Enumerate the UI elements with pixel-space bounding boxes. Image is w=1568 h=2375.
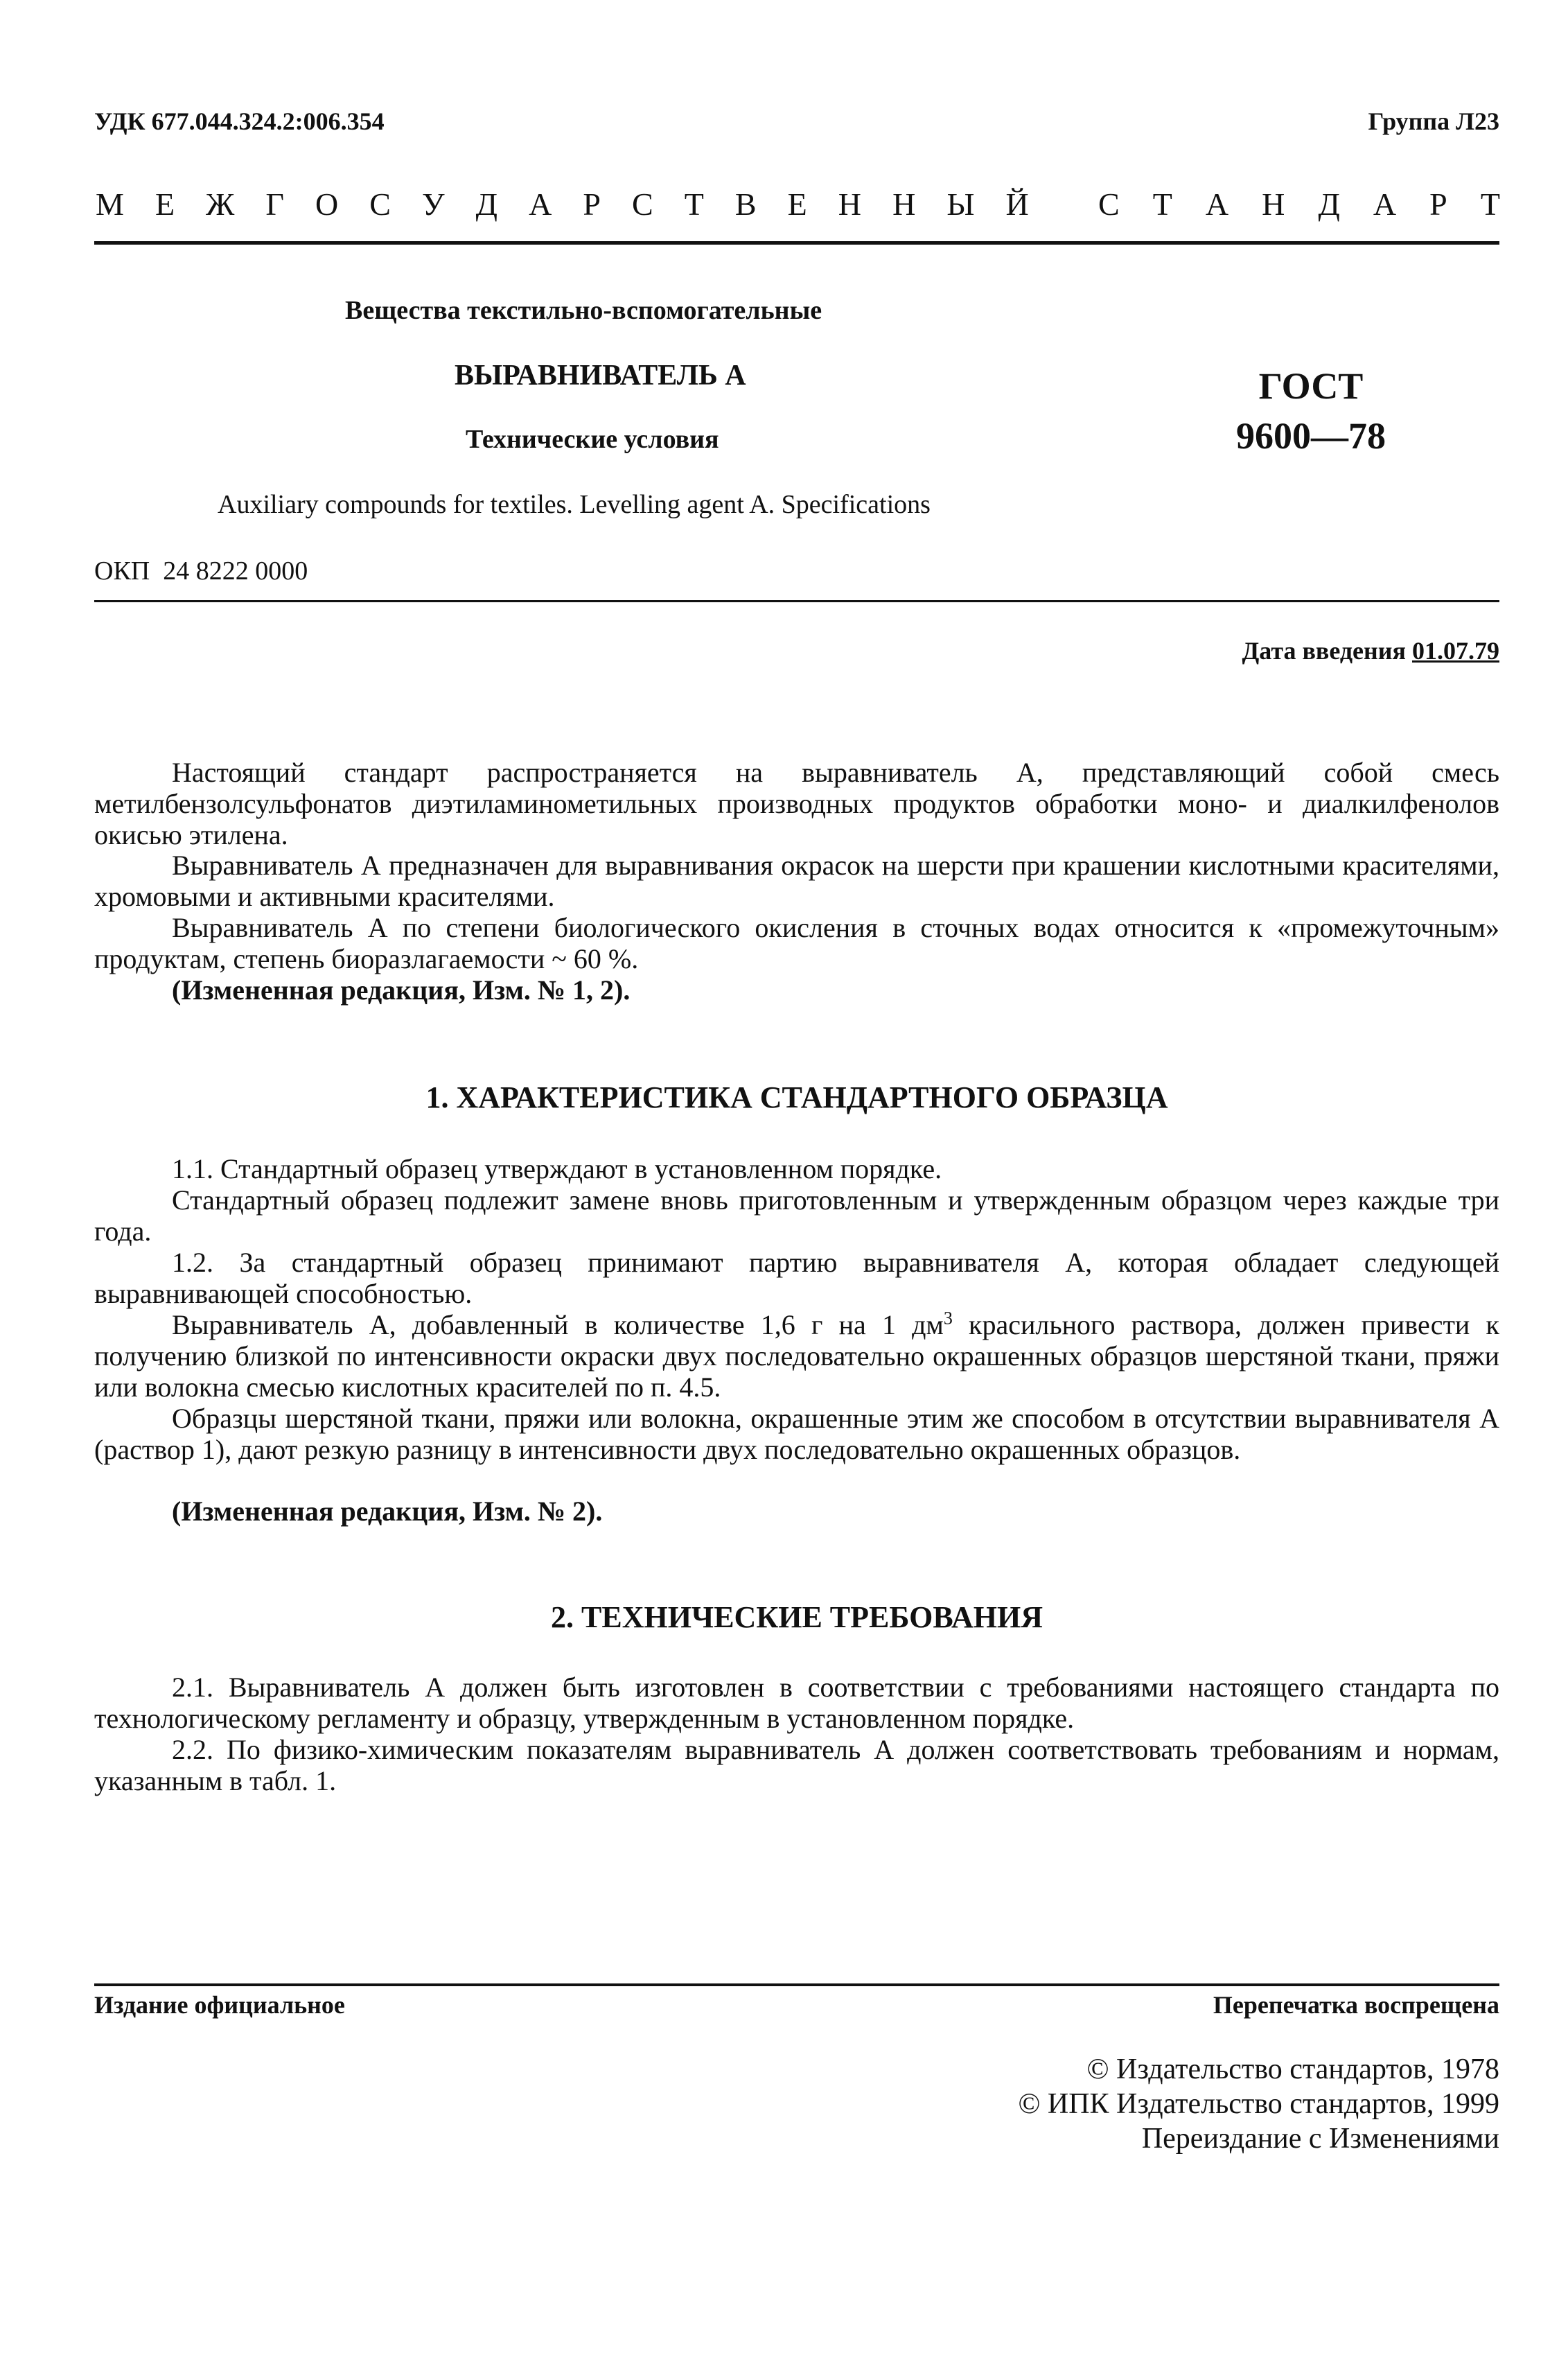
- footer-rule: [94, 1983, 1499, 1986]
- section-1-paragraph-1: 1.1. Стандартный образец утверждают в установленном порядке.: [172, 1153, 942, 1184]
- letter: Т: [1480, 186, 1500, 222]
- section-2-paragraph-2: 2.2. По физико-химическим показателям выравниватель А должен соответствовать требованиям и нормам, указанным в табл. 1.: [94, 1734, 1499, 1796]
- intro-paragraph-1: Настоящий стандарт распространяется на выравниватель А, представляющий собой смесь метилбензолсульфонатов диэтиламинометильных производных продуктов обработки моно- и диалкилфенолов окисью этилена.: [94, 757, 1499, 850]
- copyright-1978: © Издательство стандартов, 1978: [1086, 2053, 1499, 2085]
- letter: Т: [684, 186, 704, 222]
- section-2-heading: 2. ТЕХНИЧЕСКИЕ ТРЕБОВАНИЯ: [551, 1600, 1043, 1634]
- letter: Е: [787, 186, 807, 222]
- section-1-paragraph-4: [94, 1309, 1499, 1403]
- letter: Т: [1152, 186, 1172, 222]
- section-1-paragraph-4-end: красильного раствора, должен привести к получению близкой по интенсивности окраски двух последовательно окрашенных образцов шерстяной ткани, пряжи или волокна смесью кислотных красителей по п. 4.5.: [94, 1309, 1499, 1403]
- date-label: Дата введения: [1242, 637, 1406, 665]
- intro-amendment-note: (Измененная редакция, Изм. № 1, 2).: [172, 974, 631, 1006]
- letter: О: [315, 186, 339, 222]
- letter: Г: [265, 186, 284, 222]
- official-edition: Издание официальное: [94, 1991, 345, 2019]
- letter: Й: [1005, 186, 1029, 222]
- letter: Ы: [946, 186, 975, 222]
- section-1-amendment-note: (Измененная редакция, Изм. № 2).: [172, 1496, 603, 1527]
- letter: А: [529, 186, 552, 222]
- okp-code: ОКП 24 8222 0000: [94, 556, 308, 586]
- gost-label: ГОСТ: [1258, 365, 1364, 407]
- letter: М: [96, 186, 124, 222]
- letter: Ж: [206, 186, 235, 222]
- letter: С: [632, 186, 653, 222]
- section-1-paragraph-5: Образцы шерстяной ткани, пряжи или волокна, окрашенные этим же способом в отсутствии выравнивателя А (раствор 1), дают резкую разницу в интенсивности двух последовательно окрашенных образцов.: [94, 1403, 1499, 1465]
- letter: А: [1205, 186, 1229, 222]
- intro-paragraph-2: Выравниватель А предназначен для выравнивания окрасок на шерсти при крашении кислотными красителями, хромовыми и активными красителями.: [94, 850, 1499, 912]
- standard-title: [1098, 186, 1500, 222]
- header-rule: [94, 241, 1499, 245]
- category-title: Вещества текстильно-вспомогательные: [345, 296, 822, 325]
- letter: Н: [838, 186, 862, 222]
- udk-code: УДК 677.044.324.2:006.354: [94, 107, 385, 135]
- intro-paragraph-3: Выравниватель А по степени биологического окисления в сточных водах относится к «промежуточным» продуктам, степень биоразлагаемости ~ 60 %.: [94, 912, 1499, 974]
- date-value: 01.07.79: [1412, 637, 1499, 665]
- letter: А: [1373, 186, 1397, 222]
- section-2-paragraph-1: 2.1. Выравниватель А должен быть изготовлен в соответствии с требованиями настоящего стандарта по технологическому регламенту и образцу, утвержденным в установленном порядке.: [94, 1672, 1499, 1734]
- group-code: Группа Л23: [1368, 107, 1499, 135]
- section-1-heading: 1. ХАРАКТЕРИСТИКА СТАНДАРТНОГО ОБРАЗЦА: [425, 1080, 1168, 1114]
- letter: Н: [1262, 186, 1285, 222]
- title-rule: [94, 600, 1499, 602]
- subtitle: Технические условия: [466, 425, 719, 454]
- section-1-paragraph-4-start: Выравниватель А, добавленный в количестве 1,6 г на 1 дм: [172, 1309, 944, 1340]
- letter: С: [1098, 186, 1120, 222]
- reprint-prohibited: Перепечатка воспрещена: [1213, 1991, 1499, 2019]
- interstate-title: [96, 186, 1029, 222]
- product-name: ВЫРАВНИВАТЕЛЬ А: [455, 360, 746, 392]
- letter: Н: [892, 186, 916, 222]
- copyright-1999: © ИПК Издательство стандартов, 1999: [1018, 2088, 1499, 2120]
- letter: Р: [1429, 186, 1447, 222]
- letter: В: [734, 186, 757, 222]
- english-title: Auxiliary compounds for textiles. Levelling agent A. Specifications: [218, 490, 931, 519]
- letter: У: [422, 186, 445, 222]
- reissue-note: Переиздание с Изменениями: [1141, 2123, 1499, 2155]
- date-introduced: [1242, 636, 1500, 665]
- letter: Е: [155, 186, 175, 222]
- letter: Р: [583, 186, 601, 222]
- superscript-3: 3: [943, 1308, 953, 1329]
- section-1-paragraph-3: 1.2. За стандартный образец принимают партию выравнивателя А, которая обладает следующей выравнивающей способностью.: [94, 1247, 1499, 1309]
- letter: Д: [475, 186, 498, 222]
- section-1-paragraph-2: Стандартный образец подлежит замене вновь приготовленным и утвержденным образцом через каждые три года.: [94, 1184, 1499, 1247]
- letter: Д: [1318, 186, 1340, 222]
- gost-number: 9600—78: [1236, 415, 1386, 457]
- letter: С: [369, 186, 391, 222]
